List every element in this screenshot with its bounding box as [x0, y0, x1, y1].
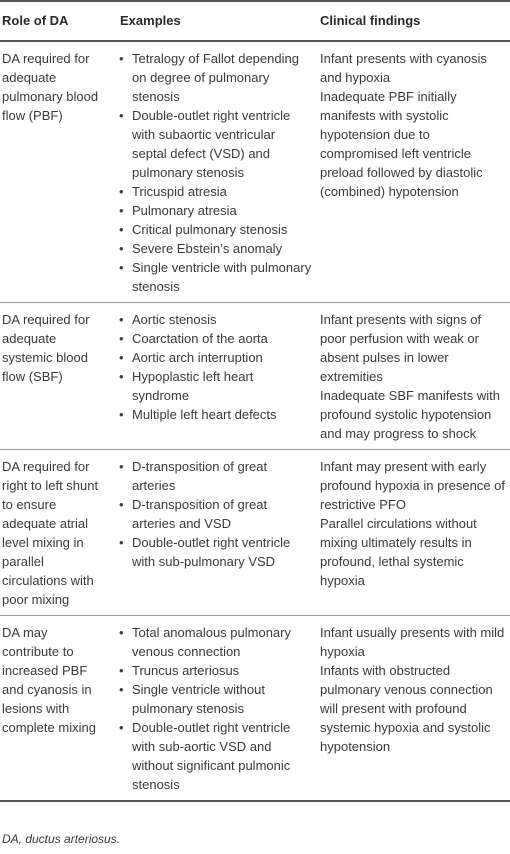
table-row — [0, 41, 510, 303]
role-cell: DA required for adequate pulmonary blood flow (PBF) — [0, 41, 112, 303]
finding-text: Inadequate SBF manifests with profound systolic hypotension and may progress to shock — [320, 388, 500, 441]
example-item: • D-transposition of great arteries and VSD — [112, 495, 312, 533]
table-header-row — [0, 1, 510, 41]
finding-text: Parallel circulations without mixing ultimately results in profound, lethal systemic hypoxia — [320, 516, 477, 588]
findings-cell — [318, 450, 510, 616]
example-item: • Coarctation of the aorta — [112, 329, 312, 348]
role-cell: DA required for adequate systemic blood flow (SBF) — [0, 303, 112, 450]
example-item: • Single ventricle without pulmonary stenosis — [112, 680, 312, 718]
example-item: • Pulmonary atresia — [112, 201, 312, 220]
example-item: • Truncus arteriosus — [112, 661, 312, 680]
header-findings: Clinical findings — [318, 1, 510, 41]
findings-cell — [318, 41, 510, 303]
example-item: • Aortic arch interruption — [112, 348, 312, 367]
examples-cell — [112, 303, 318, 450]
table-body — [0, 41, 510, 801]
examples-list — [112, 623, 312, 794]
example-item: • Double-outlet right ventricle with sub-aortic VSD and without significant pulmonic stenosis — [112, 718, 312, 794]
table-footnote: DA, ductus arteriosus. — [2, 832, 121, 846]
example-item: • Critical pulmonary stenosis — [112, 220, 312, 239]
examples-list — [112, 457, 312, 571]
table-row — [0, 616, 510, 802]
finding-text: Infant presents with cyanosis and hypoxia — [320, 51, 487, 85]
example-item: • Hypoplastic left heart syndrome — [112, 367, 312, 405]
examples-cell — [112, 616, 318, 802]
header-examples: Examples — [112, 1, 318, 41]
example-item: • D-transposition of great arteries — [112, 457, 312, 495]
example-item: • Single ventricle with pulmonary stenosis — [112, 258, 312, 296]
examples-cell — [112, 41, 318, 303]
finding-text: Inadequate PBF initially manifests with systolic hypotension due to compromised left ventricle preload followed by diastolic (combined) hypotension — [320, 89, 483, 199]
finding-text: Infant may present with early profound hypoxia in presence of restrictive PFO — [320, 459, 506, 512]
examples-list — [112, 49, 312, 296]
example-item: • Double-outlet right ventricle with subaortic ventricular septal defect (VSD) and pulmonary stenosis — [112, 106, 312, 182]
examples-cell — [112, 450, 318, 616]
findings-cell — [318, 303, 510, 450]
role-cell: DA may contribute to increased PBF and cyanosis in lesions with complete mixing — [0, 616, 112, 802]
table-row — [0, 303, 510, 450]
finding-text: Infants with obstructed pulmonary venous connection will present with profound systemic hypoxia and systolic hypotension — [320, 663, 493, 754]
example-item: • Total anomalous pulmonary venous connection — [112, 623, 312, 661]
example-item: • Aortic stenosis — [112, 310, 312, 329]
example-item: • Tetralogy of Fallot depending on degree of pulmonary stenosis — [112, 49, 312, 106]
table-row — [0, 450, 510, 616]
example-item: • Tricuspid atresia — [112, 182, 312, 201]
examples-list — [112, 310, 312, 424]
header-role: Role of DA — [0, 1, 112, 41]
finding-text: Infant usually presents with mild hypoxia — [320, 625, 505, 659]
finding-text: Infant presents with signs of poor perfusion with weak or absent pulses in lower extremities — [320, 312, 482, 384]
findings-cell — [318, 616, 510, 802]
example-item: • Double-outlet right ventricle with sub-pulmonary VSD — [112, 533, 312, 571]
role-cell: DA required for right to left shunt to ensure adequate atrial level mixing in parallel circulations with poor mixing — [0, 450, 112, 616]
example-item: • Multiple left heart defects — [112, 405, 312, 424]
example-item: • Severe Ebstein’s anomaly — [112, 239, 312, 258]
